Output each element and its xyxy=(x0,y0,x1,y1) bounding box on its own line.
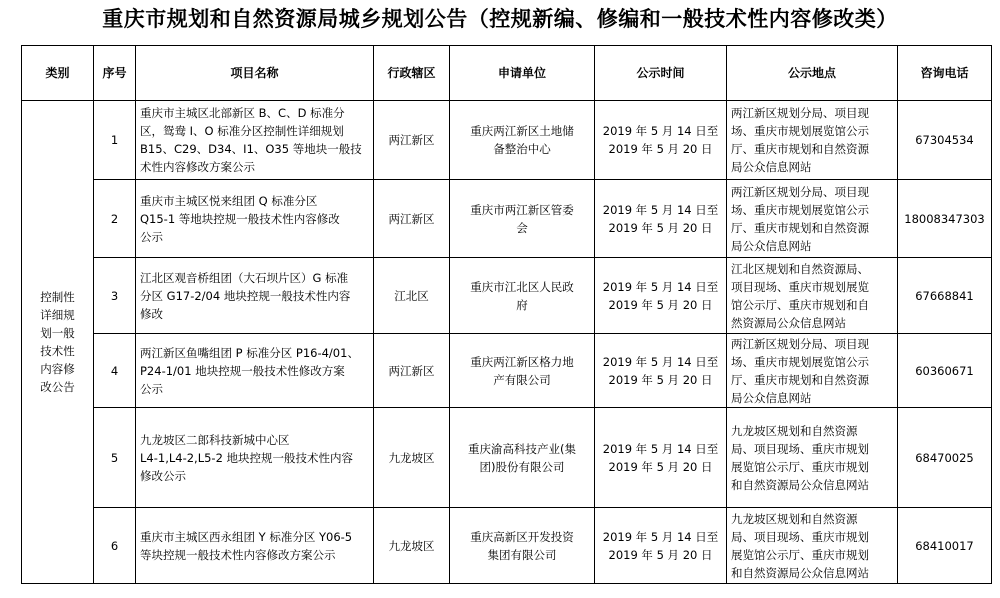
seq-cell: 4 xyxy=(94,334,136,408)
header-period: 公示时间 xyxy=(595,46,727,101)
period-cell: 2019 年 5 月 14 日至 2019 年 5 月 20 日 xyxy=(595,101,727,180)
period-cell: 2019 年 5 月 14 日至 2019 年 5 月 20 日 xyxy=(595,180,727,258)
applicant-cell: 重庆两江新区格力地 产有限公司 xyxy=(450,334,595,408)
phone-cell: 67668841 xyxy=(898,258,992,334)
table-row xyxy=(22,180,992,258)
header-applicant: 申请单位 xyxy=(450,46,595,101)
header-phone: 咨询电话 xyxy=(898,46,992,101)
period-cell: 2019 年 5 月 14 日至 2019 年 5 月 20 日 xyxy=(595,258,727,334)
applicant-cell: 重庆高新区开发投资 集团有限公司 xyxy=(450,508,595,584)
header-location: 公示地点 xyxy=(727,46,898,101)
table-row xyxy=(22,408,992,508)
table-row xyxy=(22,258,992,334)
project-cell: 两江新区鱼嘴组团 P 标准分区 P16-4/01、 P24-1/01 地块控规一般技术性修改方案 公示 xyxy=(136,334,374,408)
location-cell: 两江新区规划分局、项目现 场、重庆市规划展览馆公示 厅、重庆市规划和自然资源 局公众信息网站 xyxy=(727,180,898,258)
applicant-cell: 重庆市江北区人民政 府 xyxy=(450,258,595,334)
table-row xyxy=(22,101,992,180)
phone-cell: 68470025 xyxy=(898,408,992,508)
district-cell: 两江新区 xyxy=(374,180,450,258)
page-title: 重庆市规划和自然资源局城乡规划公告（控规新编、修编和一般技术性内容修改类） xyxy=(102,6,898,31)
district-cell: 两江新区 xyxy=(374,101,450,180)
header-district: 行政辖区 xyxy=(374,46,450,101)
seq-cell: 6 xyxy=(94,508,136,584)
period-cell: 2019 年 5 月 14 日至 2019 年 5 月 20 日 xyxy=(595,408,727,508)
header-category: 类别 xyxy=(22,46,94,101)
location-cell: 九龙坡区规划和自然资源 局、项目现场、重庆市规划 展览馆公示厅、重庆市规划 和自然资源局公众信息网站 xyxy=(727,508,898,584)
district-cell: 江北区 xyxy=(374,258,450,334)
project-cell: 重庆市主城区北部新区 B、C、D 标准分 区，鸳鸯 I、O 标准分区控制性详细规划 B15、C29、D34、I1、O35 等地块一般技 术性内容修改方案公示 xyxy=(136,101,374,180)
location-cell: 两江新区规划分局、项目现 场、重庆市规划展览馆公示 厅、重庆市规划和自然资源 局公众信息网站 xyxy=(727,101,898,180)
seq-cell: 1 xyxy=(94,101,136,180)
header-project: 项目名称 xyxy=(136,46,374,101)
period-cell: 2019 年 5 月 14 日至 2019 年 5 月 20 日 xyxy=(595,508,727,584)
notice-table xyxy=(21,45,992,584)
seq-cell: 5 xyxy=(94,408,136,508)
table-row xyxy=(22,508,992,584)
applicant-cell: 重庆两江新区土地储 备整治中心 xyxy=(450,101,595,180)
phone-cell: 18008347303 xyxy=(898,180,992,258)
district-cell: 九龙坡区 xyxy=(374,508,450,584)
location-cell: 九龙坡区规划和自然资源 局、项目现场、重庆市规划 展览馆公示厅、重庆市规划 和自然资源局公众信息网站 xyxy=(727,408,898,508)
applicant-cell: 重庆渝高科技产业(集 团)股份有限公司 xyxy=(450,408,595,508)
project-cell: 九龙坡区二郎科技新城中心区 L4-1,L4-2,L5-2 地块控规一般技术性内容 修改公示 xyxy=(136,408,374,508)
period-cell: 2019 年 5 月 14 日至 2019 年 5 月 20 日 xyxy=(595,334,727,408)
category-cell: 控制性 详细规 划一般 技术性 内容修 改公告 xyxy=(22,101,94,584)
header-seq: 序号 xyxy=(94,46,136,101)
location-cell: 两江新区规划分局、项目现 场、重庆市规划展览馆公示 厅、重庆市规划和自然资源 局公众信息网站 xyxy=(727,334,898,408)
location-cell: 江北区规划和自然资源局、 项目现场、重庆市规划展览 馆公示厅、重庆市规划和自 然资源局公众信息网站 xyxy=(727,258,898,334)
applicant-cell: 重庆市两江新区管委 会 xyxy=(450,180,595,258)
phone-cell: 67304534 xyxy=(898,101,992,180)
header-row xyxy=(22,46,992,101)
phone-cell: 60360671 xyxy=(898,334,992,408)
table-row xyxy=(22,334,992,408)
project-cell: 重庆市主城区西永组团 Y 标准分区 Y06-5 等块控规一般技术性内容修改方案公示 xyxy=(136,508,374,584)
district-cell: 九龙坡区 xyxy=(374,408,450,508)
district-cell: 两江新区 xyxy=(374,334,450,408)
seq-cell: 2 xyxy=(94,180,136,258)
project-cell: 重庆市主城区悦来组团 Q 标准分区 Q15-1 等地块控规一般技术性内容修改 公示 xyxy=(136,180,374,258)
seq-cell: 3 xyxy=(94,258,136,334)
phone-cell: 68410017 xyxy=(898,508,992,584)
project-cell: 江北区观音桥组团（大石坝片区）G 标准 分区 G17-2/04 地块控规一般技术性内容 修改 xyxy=(136,258,374,334)
